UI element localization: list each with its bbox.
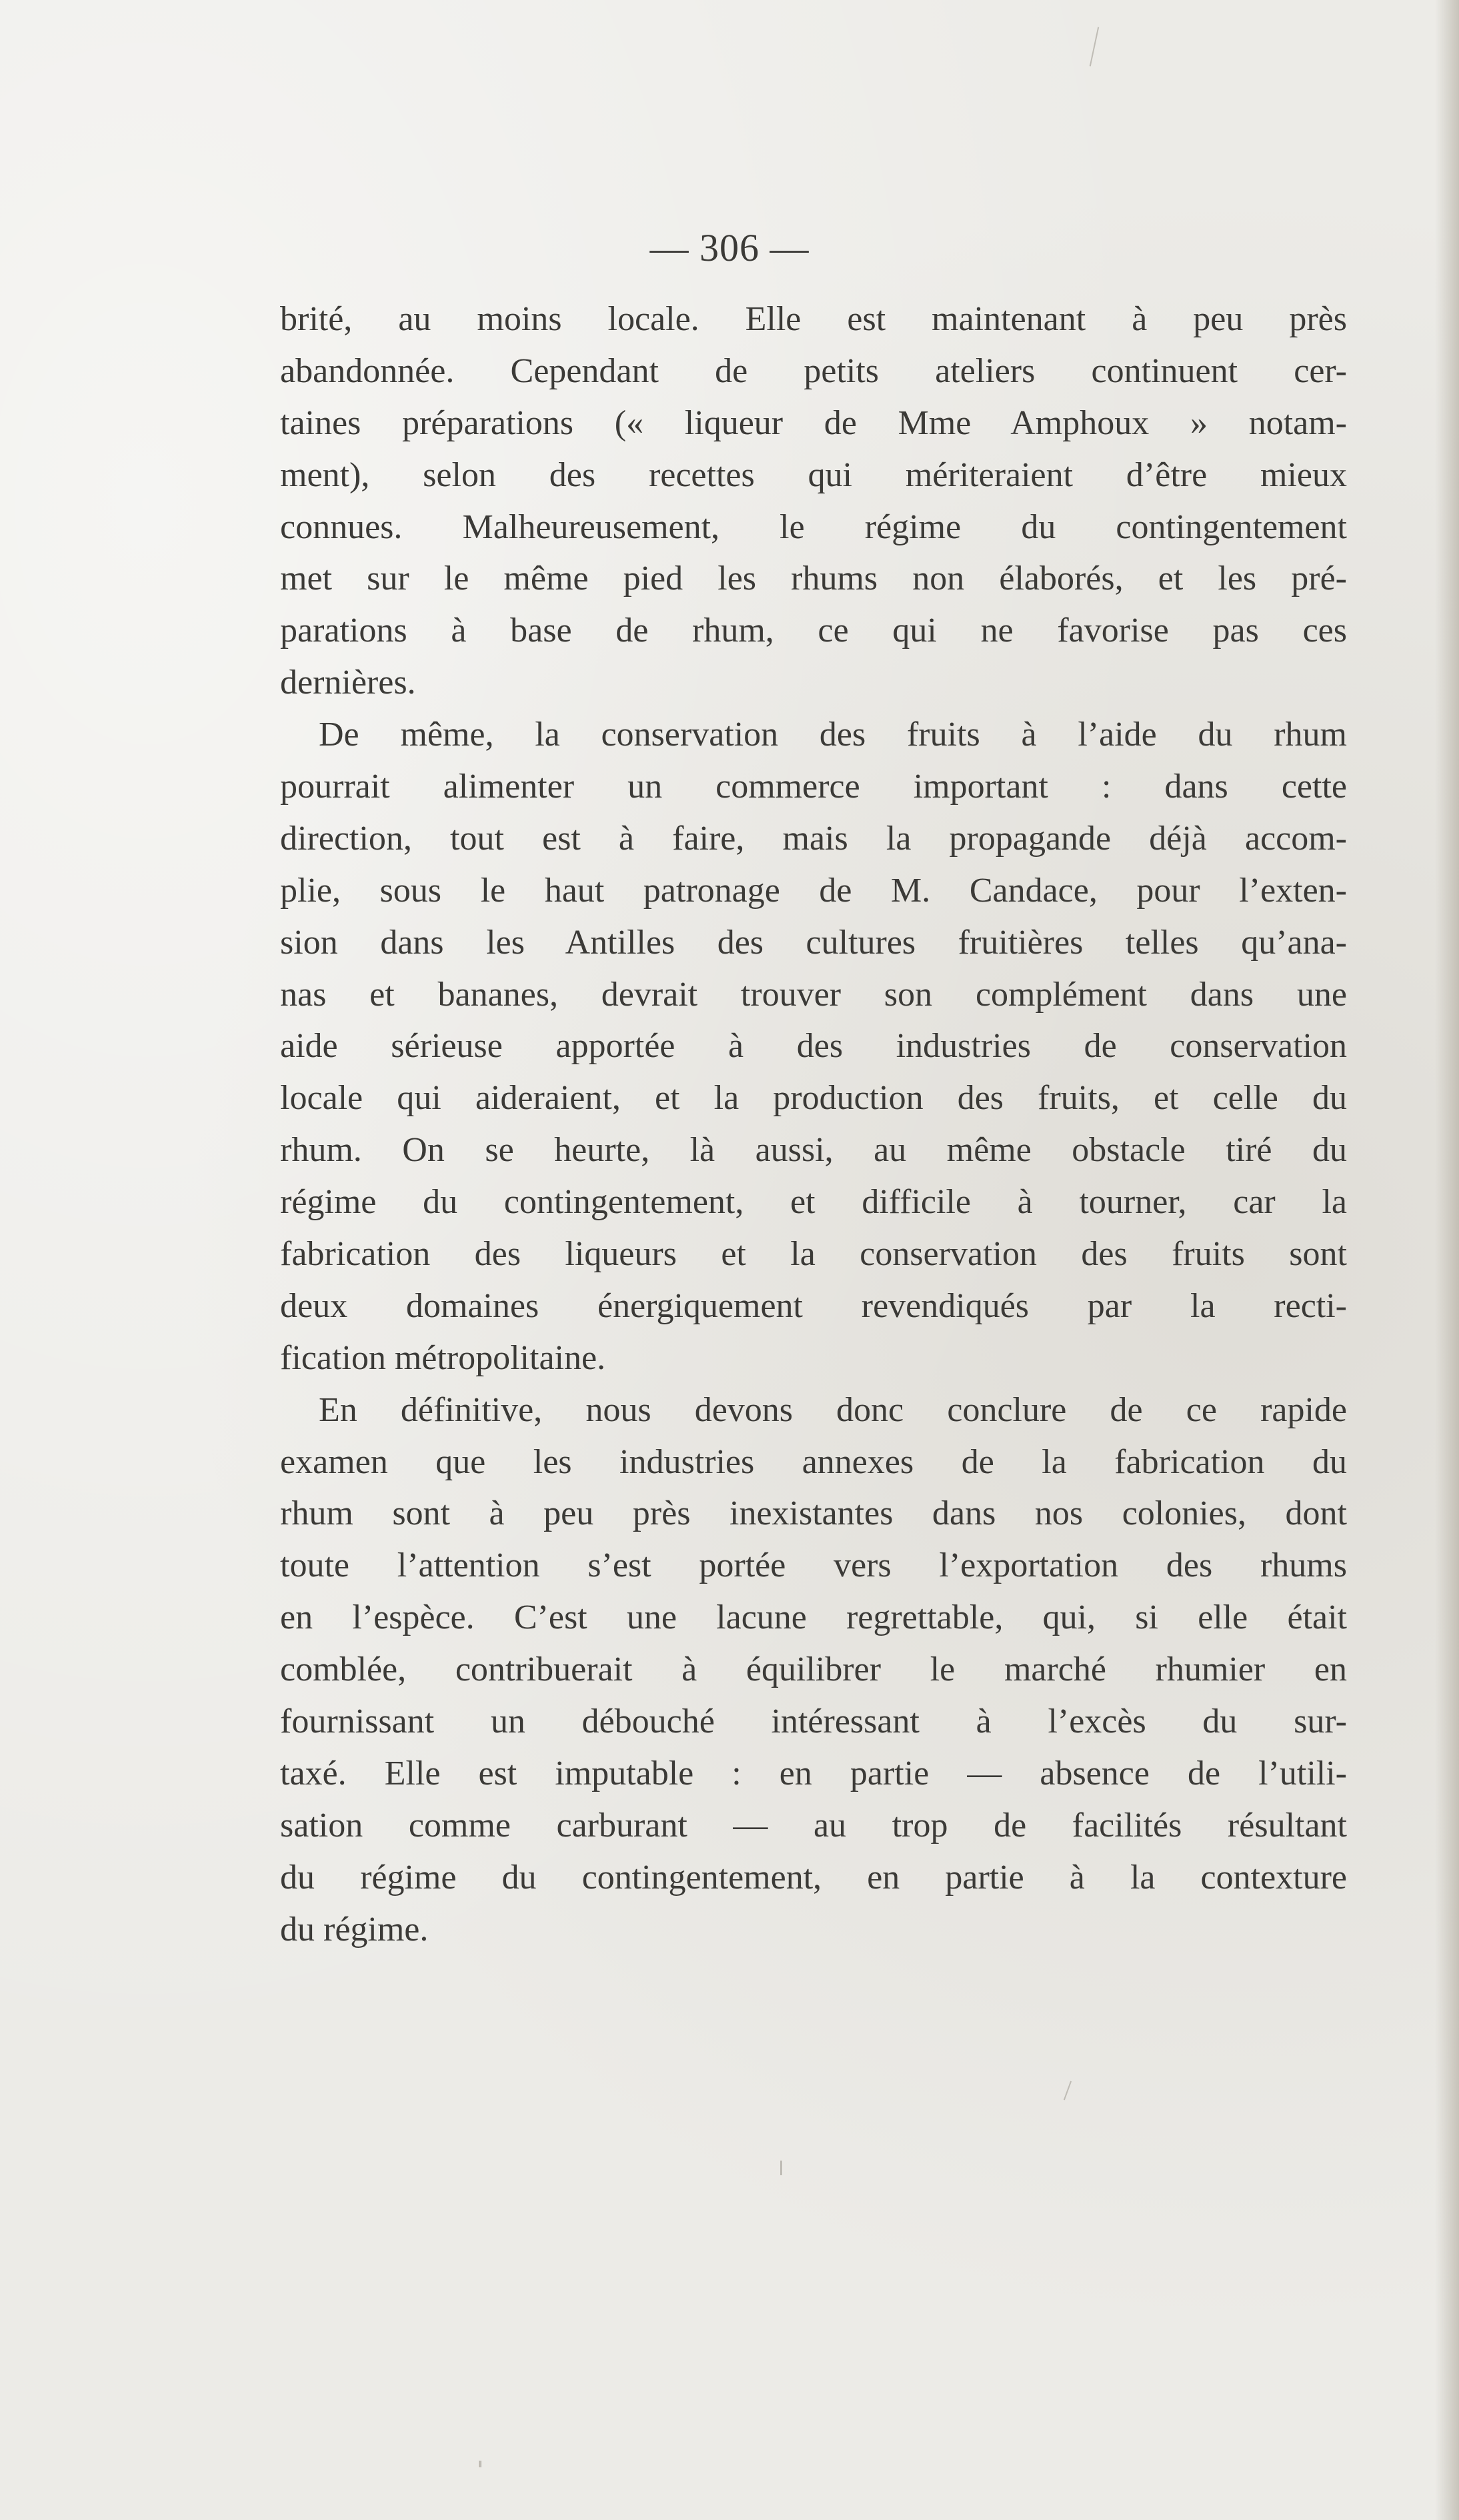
paragraph [280, 1384, 1347, 1956]
text-line: fournissant un débouché intéressant à l’excès du sur- [280, 1702, 1347, 1741]
text-line: connues. Malheureusement, le régime du contingentement [280, 507, 1347, 546]
page-number: — 306 — [649, 226, 810, 269]
text-line: régime du contingentement, et difficile à tourner, car la [280, 1183, 1347, 1222]
text-line: ment), selon des recettes qui mériteraient d’être mieux [280, 455, 1347, 494]
text-line: locale qui aideraient, et la production des fruits, et celle du [280, 1079, 1347, 1118]
text-line: du régime du contingentement, en partie à la contexture [280, 1858, 1347, 1897]
text-line: met sur le même pied les rhums non élaborés, et les pré- [280, 559, 1347, 598]
text-line: plie, sous le haut patronage de M. Candace, pour l’exten- [280, 871, 1347, 910]
text-line: rhum. On se heurte, là aussi, au même obstacle tiré du [280, 1131, 1347, 1170]
paper-speck [780, 2161, 782, 2175]
text-line: direction, tout est à faire, mais la propagande déjà accom- [280, 819, 1347, 858]
text-line: en l’espèce. C’est une lacune regrettable, qui, si elle était [280, 1598, 1347, 1637]
text-line: abandonnée. Cependant de petits ateliers continuent cer- [280, 351, 1347, 390]
text-line: deux domaines énergiquement revendiqués par la recti- [280, 1286, 1347, 1325]
paper-speck [1064, 2081, 1072, 2101]
text-line: fabrication des liqueurs et la conservation des fruits sont [280, 1235, 1347, 1274]
text-line: En définitive, nous devons donc conclure de ce rapide [319, 1390, 1347, 1429]
text-line: dernières. [280, 664, 416, 702]
text-line: nas et bananes, devrait trouver son complément dans une [280, 975, 1347, 1014]
paragraph [280, 293, 1347, 709]
paper-speck [479, 2461, 481, 2467]
text-line: fication métropolitaine. [280, 1338, 606, 1377]
text-line: taxé. Elle est imputable : en partie — absence de l’utili- [280, 1754, 1347, 1792]
paragraph [280, 709, 1347, 1384]
text-line: pourrait alimenter un commerce important : dans cette [280, 768, 1347, 806]
text-line: aide sérieuse apportée à des industries de conservation [280, 1027, 1347, 1066]
paper-speck [1090, 27, 1099, 66]
page-edge-shadow [1435, 0, 1459, 2520]
text-line: taines préparations (« liqueur de Mme Amphoux » notam- [280, 403, 1347, 442]
text-line: De même, la conservation des fruits à l’aide du rhum [319, 716, 1347, 754]
text-line: sation comme carburant — au trop de facilités résultant [280, 1806, 1347, 1844]
body-text [280, 293, 1347, 1956]
text-line: parations à base de rhum, ce qui ne favorise pas ces [280, 611, 1347, 650]
text-line: toute l’attention s’est portée vers l’exportation des rhums [280, 1546, 1347, 1585]
text-line: rhum sont à peu près inexistantes dans nos colonies, dont [280, 1494, 1347, 1533]
text-line: comblée, contribuerait à équilibrer le marché rhumier en [280, 1650, 1347, 1689]
text-line: examen que les industries annexes de la fabrication du [280, 1442, 1347, 1481]
text-line: sion dans les Antilles des cultures fruitières telles qu’ana- [280, 923, 1347, 962]
text-line: brité, au moins locale. Elle est maintenant à peu près [280, 300, 1347, 338]
text-line: du régime. [280, 1910, 429, 1949]
